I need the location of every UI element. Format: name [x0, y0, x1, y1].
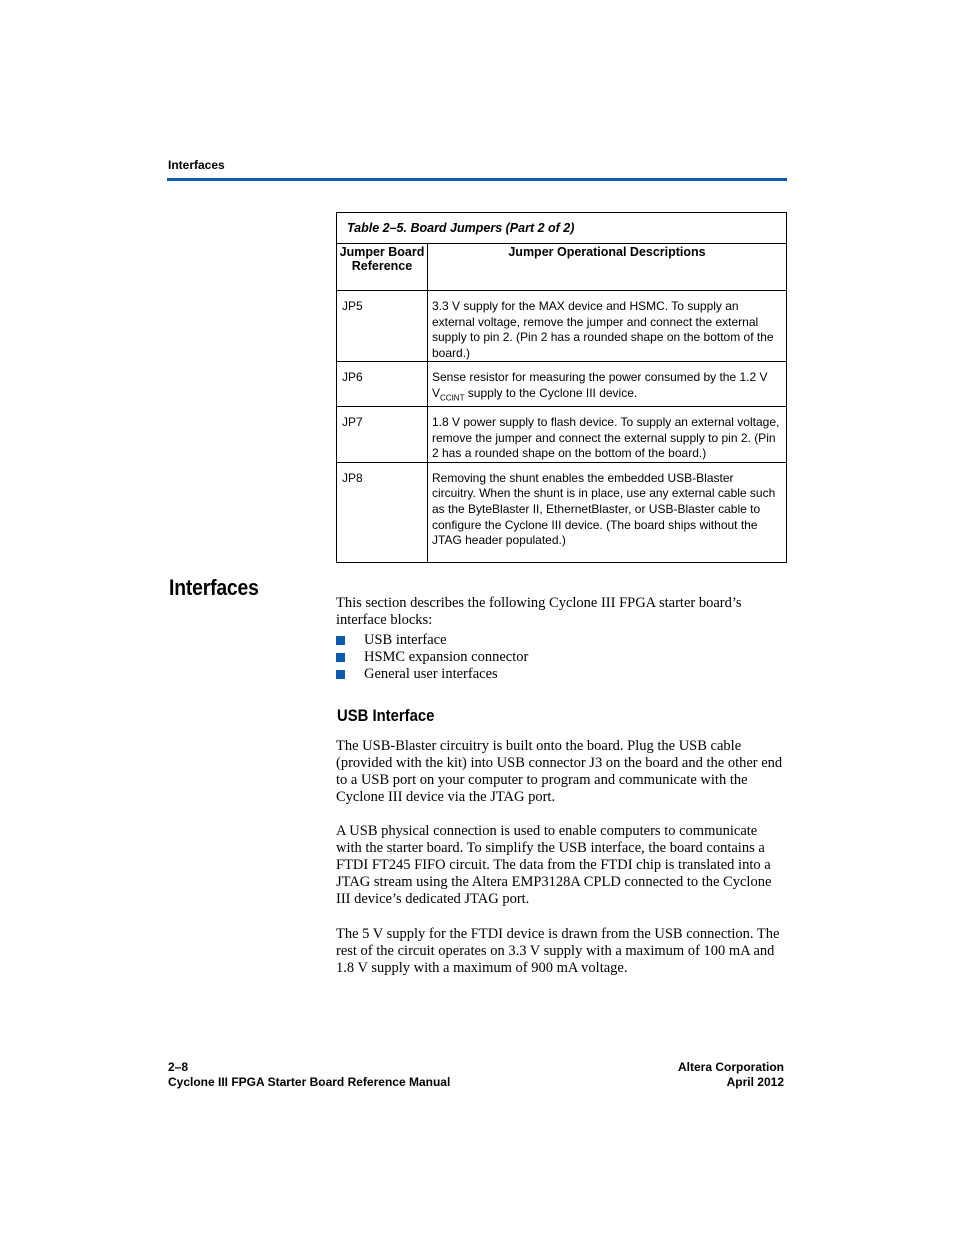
square-bullet-icon [336, 653, 345, 662]
column-header-reference-line1: Jumper Board [339, 245, 425, 259]
usb-paragraph-2: A USB physical connection is used to enable computers to communicate with the starter board. To simplify the USB interface, the board contains a FTDI FT245 FIFO circuit. The data from the FTDI chip is translated into a JTAG stream using the Altera EMP3128A CPLD connected to the Cyclone III device’s dedicated JTAG port. [336, 823, 772, 907]
interface-list [336, 632, 528, 683]
column-header-description: Jumper Operational Descriptions [428, 244, 787, 291]
jumper-description: Removing the shunt enables the embedded USB-Blaster circuitry. When the shunt is in place, use any external cable such as the ByteBlaster II, EthernetBlaster, or USB-Blaster cable to configure the Cyclone III device. (The board ships without the JTAG header populated.) [428, 462, 787, 562]
board-jumpers-table [336, 212, 787, 563]
table-row [337, 462, 787, 562]
publication-date: April 2012 [726, 1075, 784, 1089]
column-header-reference [337, 244, 428, 291]
jumper-description: 3.3 V supply for the MAX device and HSMC. To supply an external voltage, remove the jumper and connect the external supply to pin 2. (Pin 2 has a rounded shape on the bottom of the board.) [428, 291, 787, 362]
table-row [337, 406, 787, 462]
manual-title: Cyclone III FPGA Starter Board Reference Manual [168, 1075, 451, 1089]
vccint-subscript: CCINT [440, 393, 465, 403]
list-item [336, 632, 528, 649]
usb-paragraph-3: The 5 V supply for the FTDI device is drawn from the USB connection. The rest of the circuit operates on 3.3 V supply with a maximum of 100 mA and 1.8 V supply with a maximum of 900 mA voltage. [336, 926, 780, 976]
jumper-ref: JP5 [337, 291, 428, 362]
jumper-description: 1.8 V power supply to flash device. To supply an external voltage, remove the jumper and connect the external supply to pin 2. (Pin 2 has a rounded shape on the bottom of the board.) [428, 406, 787, 462]
subsection-title: USB Interface [337, 707, 435, 725]
usb-paragraph-1: The USB-Blaster circuitry is built onto the board. Plug the USB cable (provided with the kit) into USB connector J3 on the board and the other end to a USB port on your computer to program and communicate with the Cyclone III device via the JTAG port. [336, 738, 783, 805]
section-intro: This section describes the following Cyclone III FPGA starter board’s interface blocks: [336, 594, 742, 628]
company-name: Altera Corporation [677, 1060, 784, 1074]
table-row [337, 291, 787, 362]
footer-left [168, 1060, 450, 1090]
section-title: Interfaces [169, 575, 259, 600]
table-caption: Table 2–5. Board Jumpers (Part 2 of 2) [337, 213, 787, 244]
column-header-reference-line2: Reference [351, 259, 413, 273]
table-row [337, 362, 787, 407]
square-bullet-icon [336, 636, 345, 645]
jumper-description [428, 362, 787, 407]
list-item [336, 649, 528, 666]
list-item [336, 666, 528, 683]
jumper-ref: JP6 [337, 362, 428, 407]
jumper-ref: JP7 [337, 406, 428, 462]
header-rule [167, 178, 787, 181]
running-header-title: Interfaces [168, 158, 225, 172]
footer-right [560, 1060, 784, 1090]
jumper-description-part: supply to the Cyclone III device. [464, 385, 638, 400]
page-number: 2–8 [168, 1060, 189, 1074]
jumper-description-part: Sense resistor for measuring the power consumed by the 1.2 V V [432, 370, 768, 400]
list-item-label: USB interface [364, 632, 447, 648]
list-item-label: General user interfaces [364, 666, 498, 682]
square-bullet-icon [336, 670, 345, 679]
list-item-label: HSMC expansion connector [364, 649, 529, 665]
jumper-ref: JP8 [337, 462, 428, 562]
